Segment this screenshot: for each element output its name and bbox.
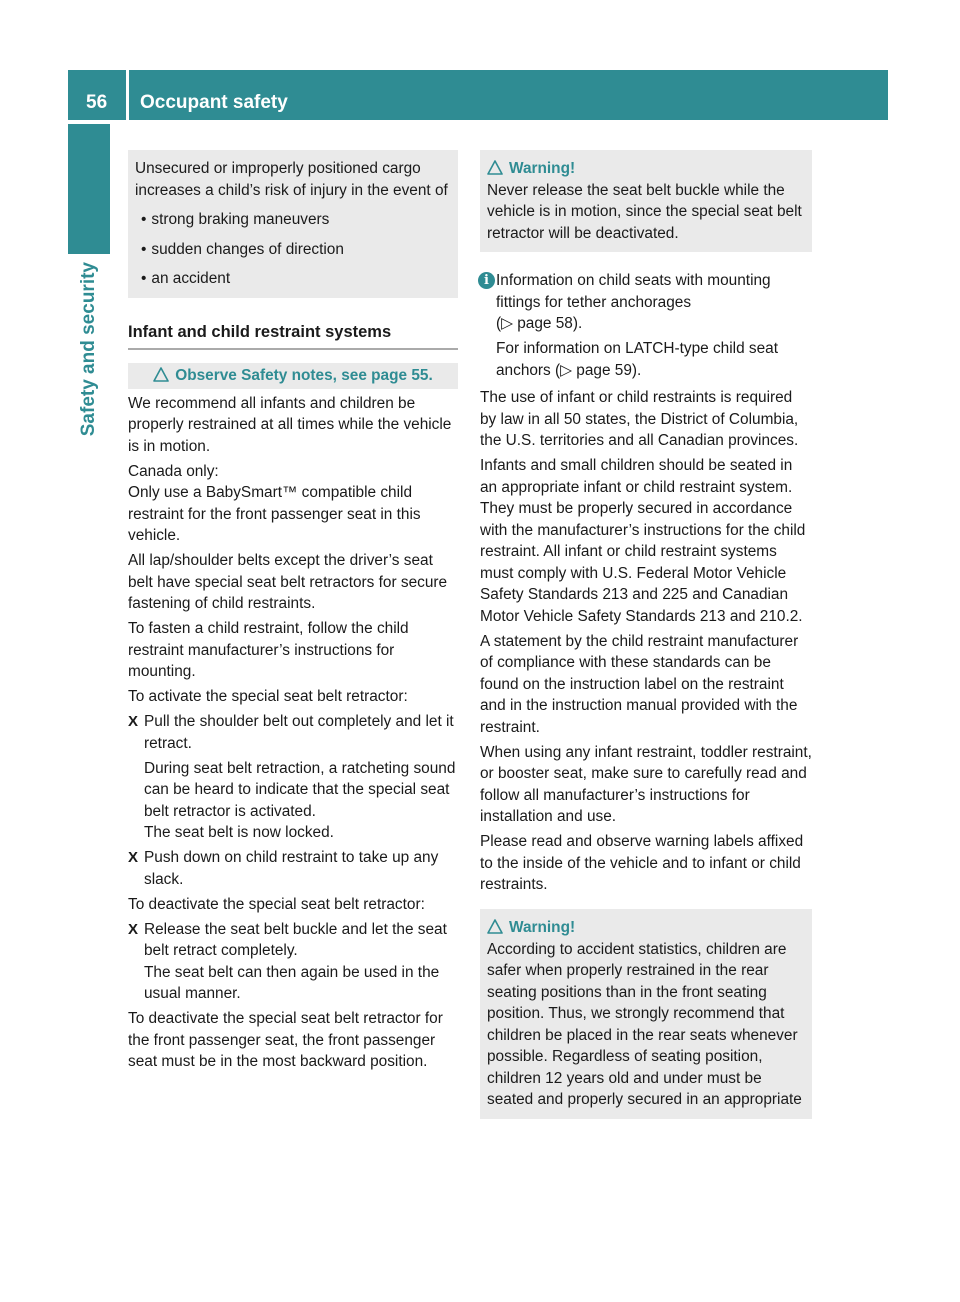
step-item — [128, 919, 458, 1005]
safety-note-bar — [128, 363, 458, 389]
list-item: • sudden changes of direction — [141, 239, 451, 261]
info-text: Information on child seats with mounting fittings for tether anchorages — [496, 272, 771, 311]
chapter-title: Occupant safety — [140, 92, 288, 113]
warning-text: Never release the seat belt buckle while the vehicle is in motion, since the special seat belt retractor will be deactivated. — [487, 181, 802, 242]
list-item: • an accident — [141, 268, 451, 290]
paragraph: Only use a BabySmart™ compatible child restraint for the front passenger seat in this vehicle. — [128, 484, 421, 544]
step-detail: The seat belt is now locked. — [144, 824, 334, 841]
warning-box — [480, 150, 812, 252]
warning-title: Warning! — [509, 919, 576, 936]
paragraph: To deactivate the special seat belt retractor for the front passenger seat, the front passenger seat must be in the most backward position. — [128, 1010, 443, 1070]
warning-triangle-icon — [487, 160, 503, 175]
step-text: Push down on child restraint to take up any slack. — [144, 849, 439, 888]
warning-text: According to accident statistics, children are safer when properly restrained in the rear seating positions than in the front seating position. Thus, we strongly recommend that children be placed in the rear seats whenever possible. Regardless of seating position, children 12 years old and under must be seated and properly secured in an appropriate — [487, 940, 802, 1108]
info-icon: i — [478, 272, 495, 289]
right-column — [480, 150, 812, 1137]
safety-note-link[interactable]: Observe Safety notes, see page 55. — [175, 367, 433, 384]
paragraph: A statement by the child restraint manufacturer of compliance with these standards can be found on the instruction label on the restraint and in the instruction manual provided with the restraint. — [480, 632, 799, 736]
step-arrow-icon: X — [128, 849, 139, 866]
side-tab-label: Safety and security — [78, 262, 99, 437]
warning-box — [480, 909, 812, 1119]
step-detail: During seat belt retraction, a ratcheting sound can be heard to indicate that the special seat belt retractor is activated. — [144, 759, 456, 820]
paragraph: Please read and observe warning labels affixed to the inside of the vehicle and to infant or child restraints. — [480, 833, 804, 893]
paragraph: Infants and small children should be seated in an appropriate infant or child restraint system. They must be properly secured in accordance with the manufacturer’s instructions for the child restraint. All infant or child restraint systems must comply with U.S. Federal Motor Vehicle Safety Standards 213 and 225 and Canadian Motor Vehicle Safety Standards 213 and 210.2. — [480, 457, 806, 625]
paragraph: To fasten a child restraint, follow the child restraint manufacturer’s instructions for mounting. — [128, 620, 409, 680]
chapter-header — [129, 70, 888, 120]
cargo-note-intro: Unsecured or improperly positioned cargo increases a child’s risk of injury in the event of — [135, 160, 448, 199]
paragraph: Canada only: — [128, 462, 219, 480]
section-title: Infant and child restraint systems — [128, 316, 458, 351]
paragraph: We recommend all infants and children be properly restrained at all times while the vehicle is in motion. — [128, 394, 452, 455]
side-tab-block — [68, 124, 110, 254]
paragraph: When using any infant restraint, toddler restraint, or booster seat, make sure to carefully read and follow all manufacturer’s instructions for installation and use. — [480, 743, 812, 825]
warning-triangle-icon — [153, 367, 169, 382]
step-arrow-icon: X — [128, 920, 139, 938]
cargo-note-box — [128, 150, 458, 298]
warning-title: Warning! — [509, 160, 576, 177]
warning-triangle-icon — [487, 919, 503, 934]
page-number-block — [68, 70, 126, 120]
list-item: • strong braking maneuvers — [141, 209, 451, 231]
paragraph: To deactivate the special seat belt retractor: — [128, 895, 425, 913]
step-item — [128, 711, 458, 844]
info-note — [480, 270, 812, 381]
left-column — [128, 150, 458, 1076]
paragraph: All lap/shoulder belts except the driver’s seat belt have special seat belt retractors for secure fastening of child restraints. — [128, 552, 448, 612]
step-item — [128, 847, 458, 890]
step-text: Pull the shoulder belt out completely and let it retract. — [144, 713, 454, 752]
step-text: Release the seat belt buckle and let the seat belt retract completely. — [144, 920, 447, 959]
page-reference-link[interactable]: (▷ page 58). — [496, 315, 583, 332]
paragraph: To activate the special seat belt retractor: — [128, 688, 408, 705]
page-number: 56 — [86, 92, 108, 113]
step-detail: The seat belt can then again be used in the usual manner. — [144, 963, 440, 1002]
cargo-note-list — [135, 209, 451, 290]
paragraph: The use of infant or child restraints is required by law in all 50 states, the District of Columbia, the U.S. territories and all Canadian provinces. — [480, 389, 799, 449]
step-arrow-icon: X — [128, 713, 139, 730]
info-text: For information on LATCH-type child seat anchors (▷ page 59). — [496, 340, 778, 379]
